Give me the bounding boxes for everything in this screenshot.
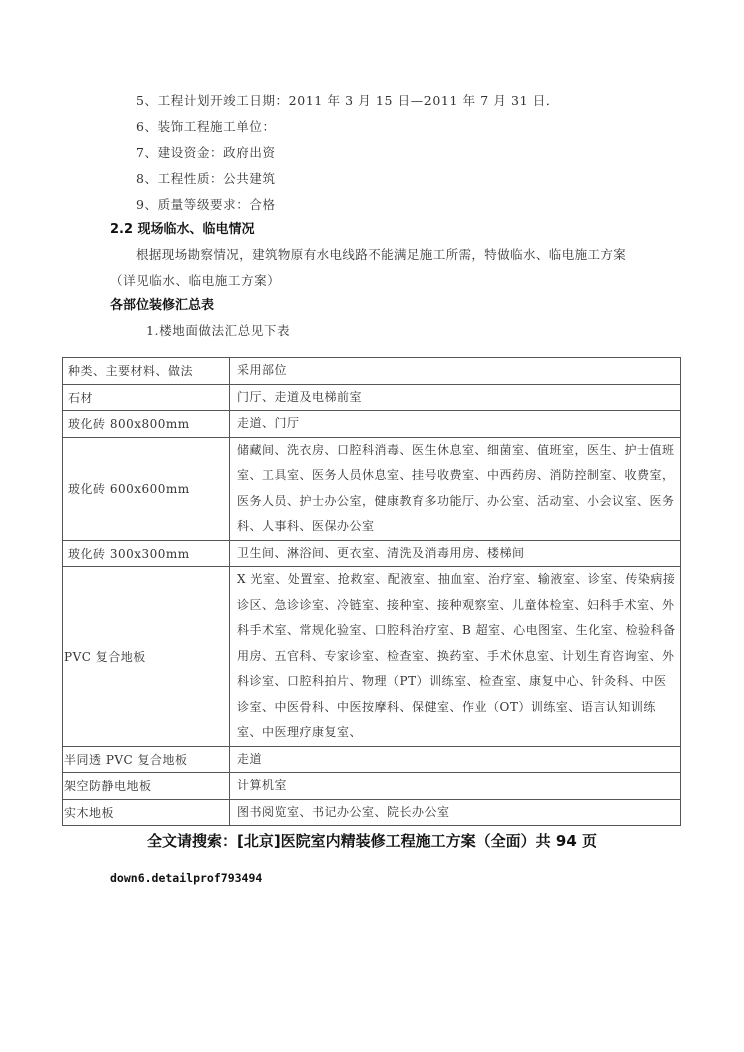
row-locations: 计算机室 — [230, 773, 681, 800]
temp-utilities-paragraph-line2: （详见临水、临电施工方案） — [110, 273, 281, 288]
temp-utilities-paragraph-line1: 根据现场勘察情况，建筑物原有水电线路不能满足施工所需，特做临水、临电施工方案 — [136, 247, 627, 262]
document-code: down6.detailprof793494 — [110, 871, 263, 885]
full-text-search-notice: 全文请搜索：[北京]医院室内精装修工程施工方案（全面）共 94 页 — [146, 832, 598, 850]
project-info-item-6: 6、装饰工程施工单位： — [136, 119, 276, 134]
table-row — [63, 384, 681, 411]
table-row — [63, 567, 681, 747]
floor-finish-summary-table — [62, 357, 681, 826]
row-material: 架空防静电地板 — [63, 773, 230, 800]
row-material: 玻化砖 300x300mm — [63, 540, 230, 567]
table-row — [63, 773, 681, 800]
row-locations: 储藏间、洗衣房、口腔科消毒、医生休息室、细菌室、值班室，医生、护士值班室、工具室、医务人员休息室、挂号收费室、中西药房、消防控制室、收费室，医务人员、护士办公室，健康教育多功能厅、办公室、活动室、小会议室、医务科、人事科、医保办公室 — [230, 437, 681, 540]
row-locations: 图书阅览室、书记办公室、院长办公室 — [230, 799, 681, 826]
row-locations: 卫生间、淋浴间、更衣室、清洗及消毒用房、楼梯间 — [230, 540, 681, 567]
table-header-row — [63, 358, 681, 385]
row-material: 玻化砖 800x800mm — [63, 411, 230, 438]
row-material: 玻化砖 600x600mm — [63, 437, 230, 540]
table-row — [63, 799, 681, 826]
header-locations: 采用部位 — [230, 358, 681, 385]
section-heading-decoration-summary: 各部位装修汇总表 — [110, 298, 215, 313]
row-material: 实木地板 — [63, 799, 230, 826]
header-material: 种类、主要材料、做法 — [63, 358, 230, 385]
table-row — [63, 540, 681, 567]
project-info-item-8: 8、工程性质：公共建筑 — [136, 171, 276, 186]
project-info-item-7: 7、建设资金：政府出资 — [136, 145, 276, 160]
row-locations: 走道、门厅 — [230, 411, 681, 438]
row-material: PVC 复合地板 — [63, 567, 230, 747]
row-material: 石材 — [63, 384, 230, 411]
summary-subheading: 1.楼地面做法汇总见下表 — [146, 323, 291, 338]
project-info-item-9: 9、质量等级要求：合格 — [136, 197, 276, 212]
project-info-item-5: 5、工程计划开竣工日期：2011 年 3 月 15 日—2011 年 7 月 31 日． — [136, 93, 559, 108]
table-row — [63, 411, 681, 438]
row-locations: 门厅、走道及电梯前室 — [230, 384, 681, 411]
row-material: 半同透 PVC 复合地板 — [63, 746, 230, 773]
row-locations: X 光室、处置室、抢救室、配液室、抽血室、治疗室、输液室、诊室、传染病接诊区、急诊诊室、冷链室、接种室、接种观察室、儿童体检室、妇科手术室、外科手术室、常规化验室、口腔科治疗室、B 超室、心电图室、生化室、检验科备用房、五官科、专家诊室、检查室、换药室、手术休息室、计划生育咨询室、外科诊室、口腔科拍片、物理（PT）训练室、检查室、康复中心、针灸科、中医诊室、中医骨科、中医按摩科、保健室、作业（OT）训练室、语言认知训练室、中医理疗康复室、 — [230, 567, 681, 747]
row-locations: 走道 — [230, 746, 681, 773]
section-heading-temp-utilities: 2.2 现场临水、临电情况 — [110, 222, 255, 237]
table-row — [63, 746, 681, 773]
table-row — [63, 437, 681, 540]
